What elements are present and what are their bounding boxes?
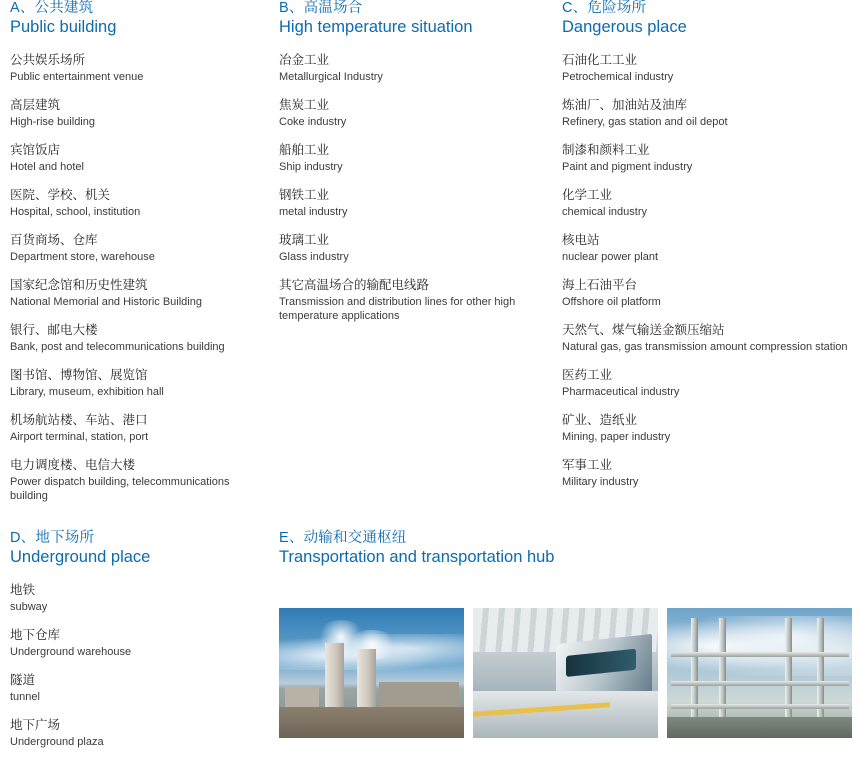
list-item-cn: 化学工业 (562, 187, 613, 202)
section-c-list (562, 52, 852, 490)
list-item-en: Hotel and hotel (10, 160, 84, 173)
section-b-heading-cn: B、高温场合 (279, 0, 363, 16)
list-item (10, 97, 260, 129)
list-item-cn: 船舶工业 (279, 142, 330, 157)
list-item (279, 142, 534, 174)
list-item-cn: 玻璃工业 (279, 232, 330, 247)
list-item-cn: 公共娱乐场所 (10, 52, 86, 67)
list-item (562, 232, 852, 264)
list-item (279, 232, 534, 264)
list-item (562, 412, 852, 444)
list-item-cn: 银行、邮电大楼 (10, 323, 98, 338)
refinery-pipes-photo (667, 608, 852, 738)
list-item-cn: 地下仓库 (10, 627, 61, 642)
list-item (10, 322, 260, 354)
list-item (10, 672, 250, 704)
chimney-stack (357, 649, 376, 715)
ground (279, 707, 464, 738)
list-item-en: Library, museum, exhibition hall (10, 386, 164, 399)
photo-row (279, 608, 852, 738)
list-item-en: Offshore oil platform (562, 295, 661, 308)
list-item-cn: 国家纪念馆和历史性建筑 (10, 277, 148, 292)
section-c-heading-cn: C、危险场所 (562, 0, 647, 16)
section-column-e (279, 530, 854, 582)
section-d-list (10, 582, 250, 749)
list-item-cn: 冶金工业 (279, 52, 330, 67)
section-c-heading (562, 0, 852, 38)
horizontal-pipe (671, 704, 849, 709)
list-item-en: Underground warehouse (10, 645, 132, 658)
list-item-cn: 制漆和颜料工业 (562, 142, 650, 157)
list-item-en: Bank, post and telecommunications building (10, 341, 225, 354)
list-item (279, 52, 534, 84)
section-a-heading (10, 0, 260, 38)
list-item-cn: 炼油厂、加油站及油库 (562, 97, 688, 112)
list-item-en: Glass industry (279, 250, 349, 263)
section-c-heading-en: Dangerous place (562, 18, 687, 37)
list-item (562, 52, 852, 84)
list-item-cn: 图书馆、博物馆、展览馆 (10, 368, 148, 383)
plant-building (379, 682, 459, 709)
list-item-cn: 其它高温场合的输配电线路 (279, 277, 430, 292)
list-item (10, 717, 250, 749)
list-item (562, 367, 852, 399)
list-item-en: Mining, paper industry (562, 431, 671, 444)
list-item-en: subway (10, 600, 48, 613)
list-item-en: Underground plaza (10, 735, 104, 748)
list-item-en: Refinery, gas station and oil depot (562, 115, 728, 128)
section-column-a (10, 0, 260, 516)
list-item-en: Military industry (562, 476, 639, 489)
list-item (562, 277, 852, 309)
list-item-en: metal industry (279, 205, 348, 218)
list-item-cn: 海上石油平台 (562, 277, 638, 292)
section-b-list (279, 52, 534, 324)
section-column-d (10, 530, 250, 762)
list-item-cn: 核电站 (562, 232, 600, 247)
train-window (566, 649, 636, 677)
list-item-cn: 高层建筑 (10, 97, 61, 112)
list-item (10, 457, 260, 503)
list-item-en: Hospital, school, institution (10, 205, 141, 218)
list-item (10, 367, 260, 399)
list-item (562, 142, 852, 174)
list-item-cn: 军事工业 (562, 458, 613, 473)
list-item-cn: 医药工业 (562, 368, 613, 383)
section-d-heading (10, 530, 250, 568)
list-item-en: National Memorial and Historic Building (10, 295, 202, 308)
list-item-cn: 焦炭工业 (279, 97, 330, 112)
list-item (562, 457, 852, 489)
list-item-en: Petrochemical industry (562, 70, 674, 83)
list-item (562, 322, 852, 354)
list-item-en: nuclear power plant (562, 250, 659, 263)
chimney-stack (325, 643, 344, 715)
section-a-heading-en: Public building (10, 18, 117, 37)
list-item (10, 142, 260, 174)
list-item-en: Airport terminal, station, port (10, 431, 149, 444)
section-column-b (279, 0, 534, 336)
list-item (279, 97, 534, 129)
list-item-cn: 天然气、煤气输送金额压缩站 (562, 323, 725, 338)
list-item-cn: 地铁 (10, 582, 36, 597)
list-item (279, 187, 534, 219)
list-item (10, 52, 260, 84)
section-b-heading (279, 0, 534, 38)
list-item-en: Coke industry (279, 115, 347, 128)
list-item-en: tunnel (10, 690, 40, 703)
horizontal-pipe (671, 652, 849, 657)
list-item-en: Department store, warehouse (10, 250, 155, 263)
list-item (279, 277, 534, 323)
list-item-cn: 矿业、造纸业 (562, 413, 638, 428)
horizontal-pipe (671, 681, 849, 686)
list-item (562, 97, 852, 129)
list-item-en: High-rise building (10, 115, 95, 128)
section-e-heading-cn: E、动输和交通枢纽 (279, 530, 407, 546)
section-column-c (562, 0, 852, 502)
section-a-heading-cn: A、公共建筑 (10, 0, 94, 16)
list-item-cn: 石油化工工业 (562, 52, 638, 67)
ground (667, 717, 852, 738)
list-item (10, 187, 260, 219)
list-item-en: Transmission and distribution lines for other high temperature applications (279, 295, 516, 323)
section-e-heading-en: Transportation and transportation hub (279, 548, 555, 567)
list-item (10, 277, 260, 309)
list-item-cn: 医院、学校、机关 (10, 187, 111, 202)
list-item-en: Paint and pigment industry (562, 160, 693, 173)
section-a-list (10, 52, 260, 504)
power-plant-photo (279, 608, 464, 738)
section-b-heading-en: High temperature situation (279, 18, 473, 37)
list-item-cn: 地下广场 (10, 717, 61, 732)
list-item-cn: 电力调度楼、电信大楼 (10, 458, 136, 473)
list-item-cn: 机场航站楼、车站、港口 (10, 413, 148, 428)
list-item-en: Public entertainment venue (10, 70, 144, 83)
list-item-en: Ship industry (279, 160, 343, 173)
list-item-en: Pharmaceutical industry (562, 386, 680, 399)
list-item-cn: 宾馆饭店 (10, 142, 61, 157)
section-d-heading-en: Underground place (10, 548, 151, 567)
list-item (10, 412, 260, 444)
list-item-en: Power dispatch building, telecommunications building (10, 476, 230, 503)
section-d-heading-cn: D、地下场所 (10, 530, 95, 546)
section-e-heading (279, 530, 854, 568)
list-item-en: Natural gas, gas transmission amount compression station (562, 341, 848, 354)
list-item-en: chemical industry (562, 205, 647, 218)
list-item (10, 582, 250, 614)
list-item-cn: 隧道 (10, 672, 36, 687)
list-item-en: Metallurgical Industry (279, 70, 383, 83)
list-item (10, 627, 250, 659)
subway-train-photo (473, 608, 658, 738)
list-item (10, 232, 260, 264)
list-item (562, 187, 852, 219)
list-item-cn: 百货商场、仓库 (10, 232, 98, 247)
list-item-cn: 钢铁工业 (279, 187, 330, 202)
